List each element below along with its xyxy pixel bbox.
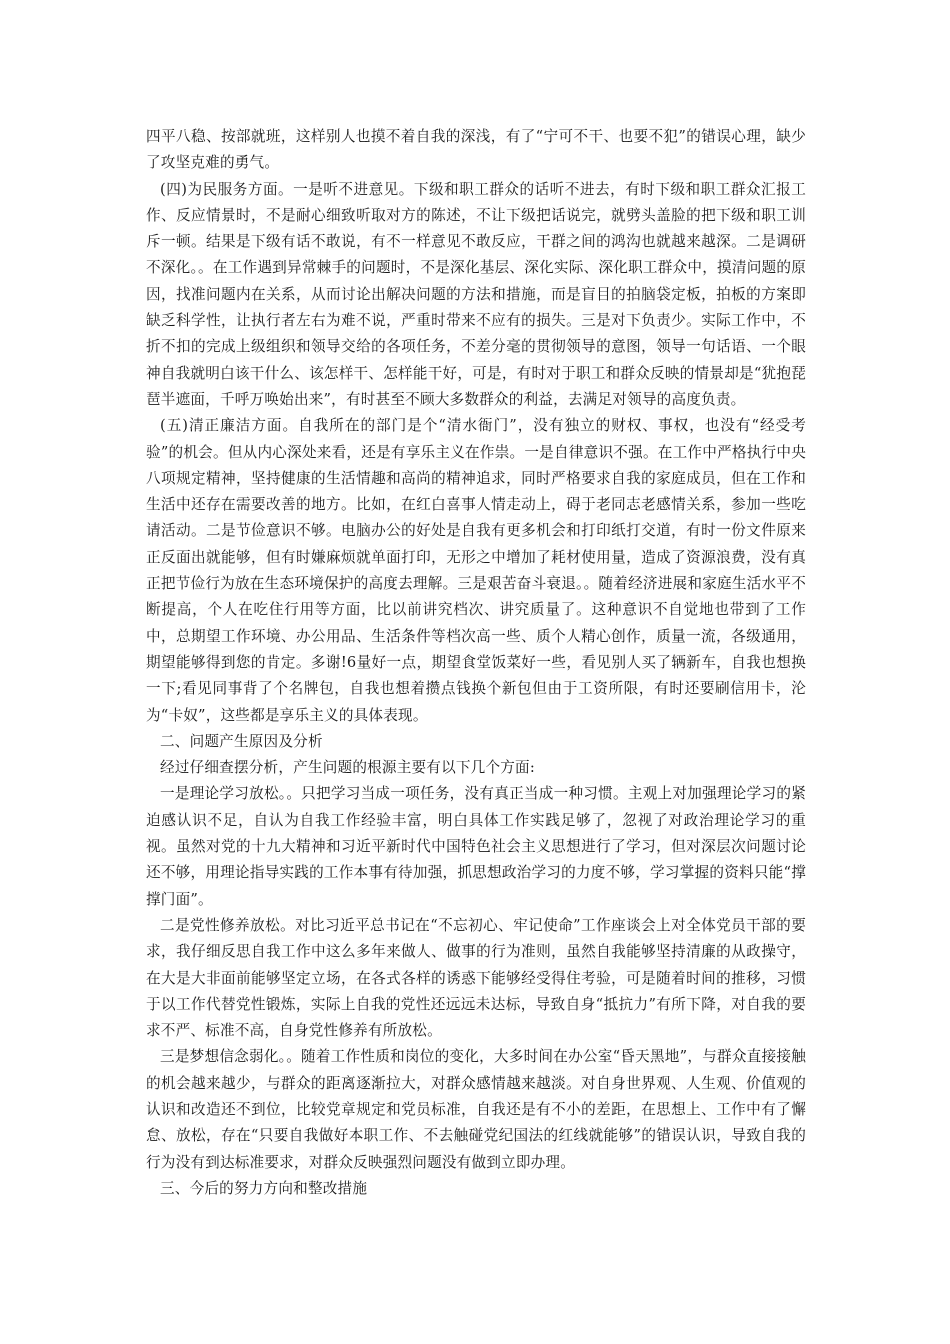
paragraph-causes-intro: 经过仔细查摆分析，产生问题的根源主要有以下几个方面: <box>160 759 535 777</box>
paragraph-continuation: 四平八稳、按部就班，这样别人也摸不着自我的深浅，有了“宁可不干、也要不犯”的错误心理，缺少了攻坚克难的勇气。 <box>146 128 806 172</box>
section-heading-causes: 二、问题产生原因及分析 <box>160 732 323 750</box>
section-heading-rectification: 三、今后的努力方向和整改措施 <box>160 1179 368 1197</box>
paragraph-public-service: (四)为民服务方面。一是听不进意见。下级和职工群众的话听不进去，有时下级和职工群众汇报工作、反应情景时，不是耐心细致听取对方的陈述，不让下级把话说完，就劈头盖脸的把下级和职工训斥一顿。结果是下级有话不敢说，有不一样意见不敢反应，干群之间的鸿沟也就越来越深。二是调研不深化。。在工作遇到异常棘手的问题时，不是深化基层、深化实际、深化职工群众中，摸清问题的原因，找准问题内在关系，从而讨论出解决问题的方法和措施，而是盲目的拍脑袋定板，拍板的方案即缺乏科学性，让执行者左右为难不说，严重时带来不应有的损失。三是对下负责少。实际工作中，不折不扣的完成上级组织和领导交给的各项任务，不差分毫的贯彻领导的意图，领导一句话语、一个眼神自我就明白该干什么、该怎样干、怎样能干好，可是，有时对于职工和群众反映的情景却是“犹抱琵琶半遮面，千呼万唤始出来”，有时甚至不顾大多数群众的利益，去满足对领导的高度负责。 <box>146 180 806 408</box>
paragraph-integrity: (五)清正廉洁方面。自我所在的部门是个“清水衙门”，没有独立的财权、事权，也没有“经受考验”的机会。但从内心深处来看，还是有享乐主义在作祟。一是自律意识不强。在工作中严格执行中央八项规定精神，坚持健康的生活情趣和高尚的精神追求，同时严格要求自我的家庭成员，但在工作和生活中还存在需要改善的地方。比如，在红白喜事人情走动上，碍于老同志老感情关系，参加一些吃请活动。二是节俭意识不够。电脑办公的好处是自我有更多机会和打印纸打交道，有时一份文件原来正反面出就能够，但有时嫌麻烦就单面打印，无形之中增加了耗材使用量，造成了资源浪费，没有真正把节俭行为放在生态环境保护的高度去理解。三是艰苦奋斗衰退。。随着经济进展和家庭生活水平不断提高，个人在吃住行用等方面，比以前讲究档次、讲究质量了。这种意识不自觉地也带到了工作中，总期望工作环境、办公用品、生活条件等档次高一些、质个人精心创作，质量一流，各级通用，期望能够得到您的肯定。多谢!6量好一点，期望食堂饭菜好一些，看见别人买了辆新车，自我也想换一下;看见同事背了个名牌包，自我也想着攒点钱换个新包但由于工资所限，有时还要刷信用卡，沦为“卡奴”，这些都是享乐主义的具体表现。 <box>146 417 806 724</box>
paragraph-party-spirit: 二是党性修养放松。对比习近平总书记在“不忘初心、牢记使命”工作座谈会上对全体党员干部的要求，我仔细反思自我工作中这么多年来做人、做事的行为准则，虽然自我能够坚持清廉的从政操守，在大是大非面前能够坚定立场，在各式各样的诱惑下能够经受得住考验，可是随着时间的推移，习惯于以工作代替党性锻炼，实际上自我的党性还远远未达标，导致自身“抵抗力”有所下降，对自我的要求不严、标准不高，自身党性修养有所放松。 <box>146 916 806 1040</box>
document-body <box>146 124 806 1202</box>
paragraph-theory-study: 一是理论学习放松。。只把学习当成一项任务，没有真正当成一种习惯。主观上对加强理论学习的紧迫感认识不足，自认为自我工作经验丰富，明白具体工作实践足够了，忽视了对政治理论学习的重视。虽然对党的十九大精神和习近平新时代中国特色社会主义思想进行了学习，但对深层次问题讨论还不够，用理论指导实践的工作本事有待加强，抓思想政治学习的力度不够，学习掌握的资料只能“撑撑门面”。 <box>146 785 806 908</box>
paragraph-ideals-beliefs: 三是梦想信念弱化。。随着工作性质和岗位的变化，大多时间在办公室“昏天黑地”，与群众直接接触的机会越来越少，与群众的距离逐渐拉大，对群众感情越来越淡。对自身世界观、人生观、价值观的认识和改造还不到位，比较党章规定和党员标准，自我还是有不小的差距，在思想上、工作中有了懈怠、放松，存在“只要自我做好本职工作、不去触碰党纪国法的红线就能够”的错误认识，导致自我的行为没有到达标准要求，对群众反映强烈问题没有做到立即办理。 <box>146 1048 806 1171</box>
